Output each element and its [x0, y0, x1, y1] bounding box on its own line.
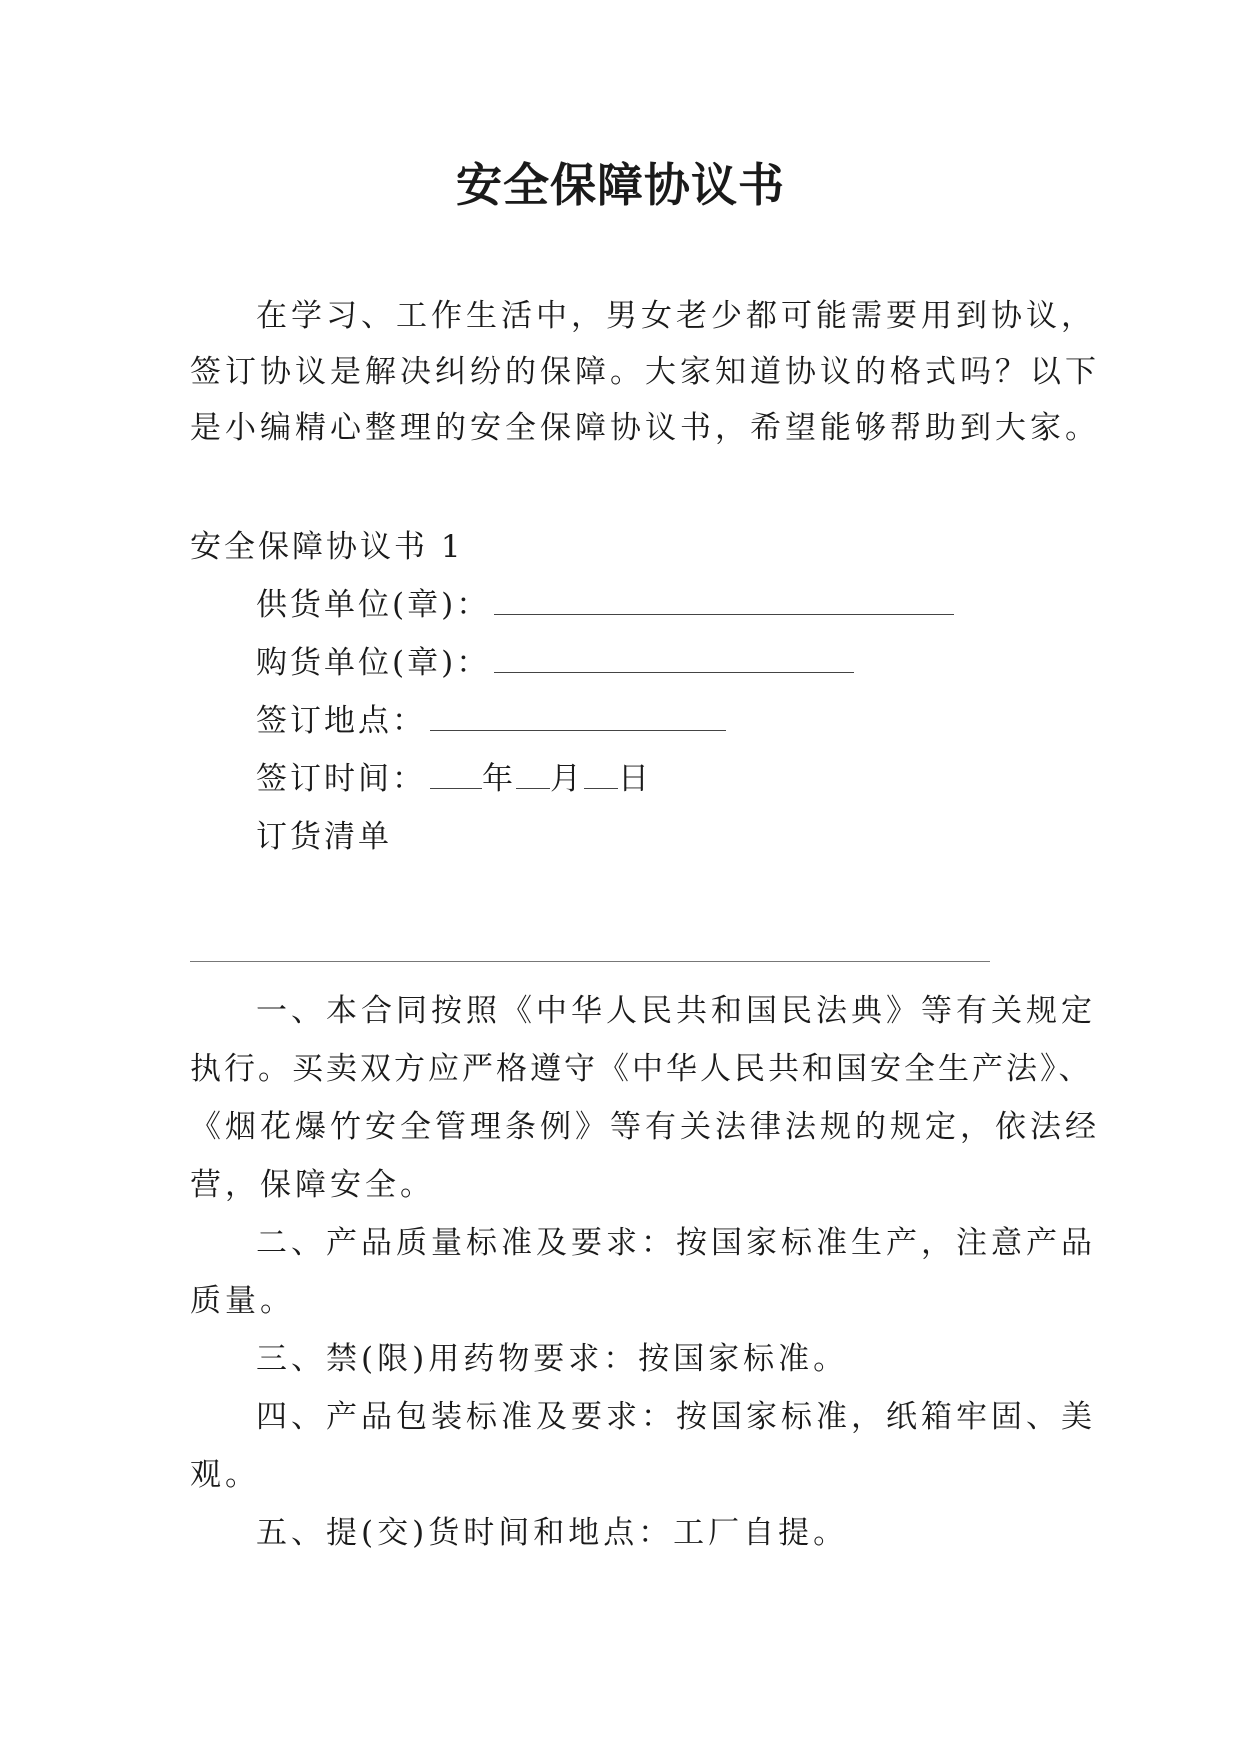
order-list-label: 订货清单	[256, 819, 392, 855]
clause-line-1: 一、本合同按照《中华人民共和国民法典》等有关规定	[256, 993, 1096, 1029]
clause-line-2: 执行。买卖双方应严格遵守《中华人民共和国安全生产法》、	[190, 1051, 1093, 1087]
month-label: 月	[550, 761, 584, 797]
clause-line-5: 二、产品质量标准及要求：按国家标准生产，注意产品	[256, 1225, 1096, 1261]
day-label: 日	[618, 761, 652, 797]
day-blank[interactable]	[584, 760, 618, 789]
year-label: 年	[482, 761, 516, 797]
clause-line-3: 《烟花爆竹安全管理条例》等有关法律法规的规定，依法经	[190, 1109, 1100, 1145]
buyer-label: 购货单位(章)：	[256, 645, 491, 681]
divider-line	[190, 961, 990, 962]
place-blank[interactable]	[430, 702, 726, 731]
month-blank[interactable]	[516, 760, 550, 789]
clause-line-9: 观。	[190, 1457, 260, 1493]
place-label: 签订地点：	[256, 703, 426, 739]
time-row	[256, 759, 652, 799]
place-row	[256, 701, 726, 741]
intro-line-2: 签订协议是解决纠纷的保障。大家知道协议的格式吗？以下	[190, 354, 1100, 390]
document-title: 安全保障协议书	[456, 158, 785, 212]
intro-line-1: 在学习、工作生活中，男女老少都可能需要用到协议，	[256, 298, 1096, 334]
year-blank[interactable]	[430, 760, 482, 789]
clause-line-7: 三、禁(限)用药物要求：按国家标准。	[256, 1341, 849, 1377]
supplier-row	[256, 585, 954, 625]
section-heading: 安全保障协议书 1	[190, 529, 464, 565]
intro-line-3: 是小编精心整理的安全保障协议书，希望能够帮助到大家。	[190, 410, 1100, 446]
time-label: 签订时间：	[256, 761, 426, 797]
supplier-label: 供货单位(章)：	[256, 587, 491, 623]
clause-line-4: 营，保障安全。	[190, 1167, 435, 1203]
clause-line-8: 四、产品包装标准及要求：按国家标准，纸箱牢固、美	[256, 1399, 1096, 1435]
supplier-blank[interactable]	[494, 586, 954, 615]
buyer-blank[interactable]	[494, 644, 854, 673]
buyer-row	[256, 643, 854, 683]
clause-line-6: 质量。	[190, 1283, 295, 1319]
clause-line-10: 五、提(交)货时间和地点：工厂自提。	[256, 1515, 849, 1551]
